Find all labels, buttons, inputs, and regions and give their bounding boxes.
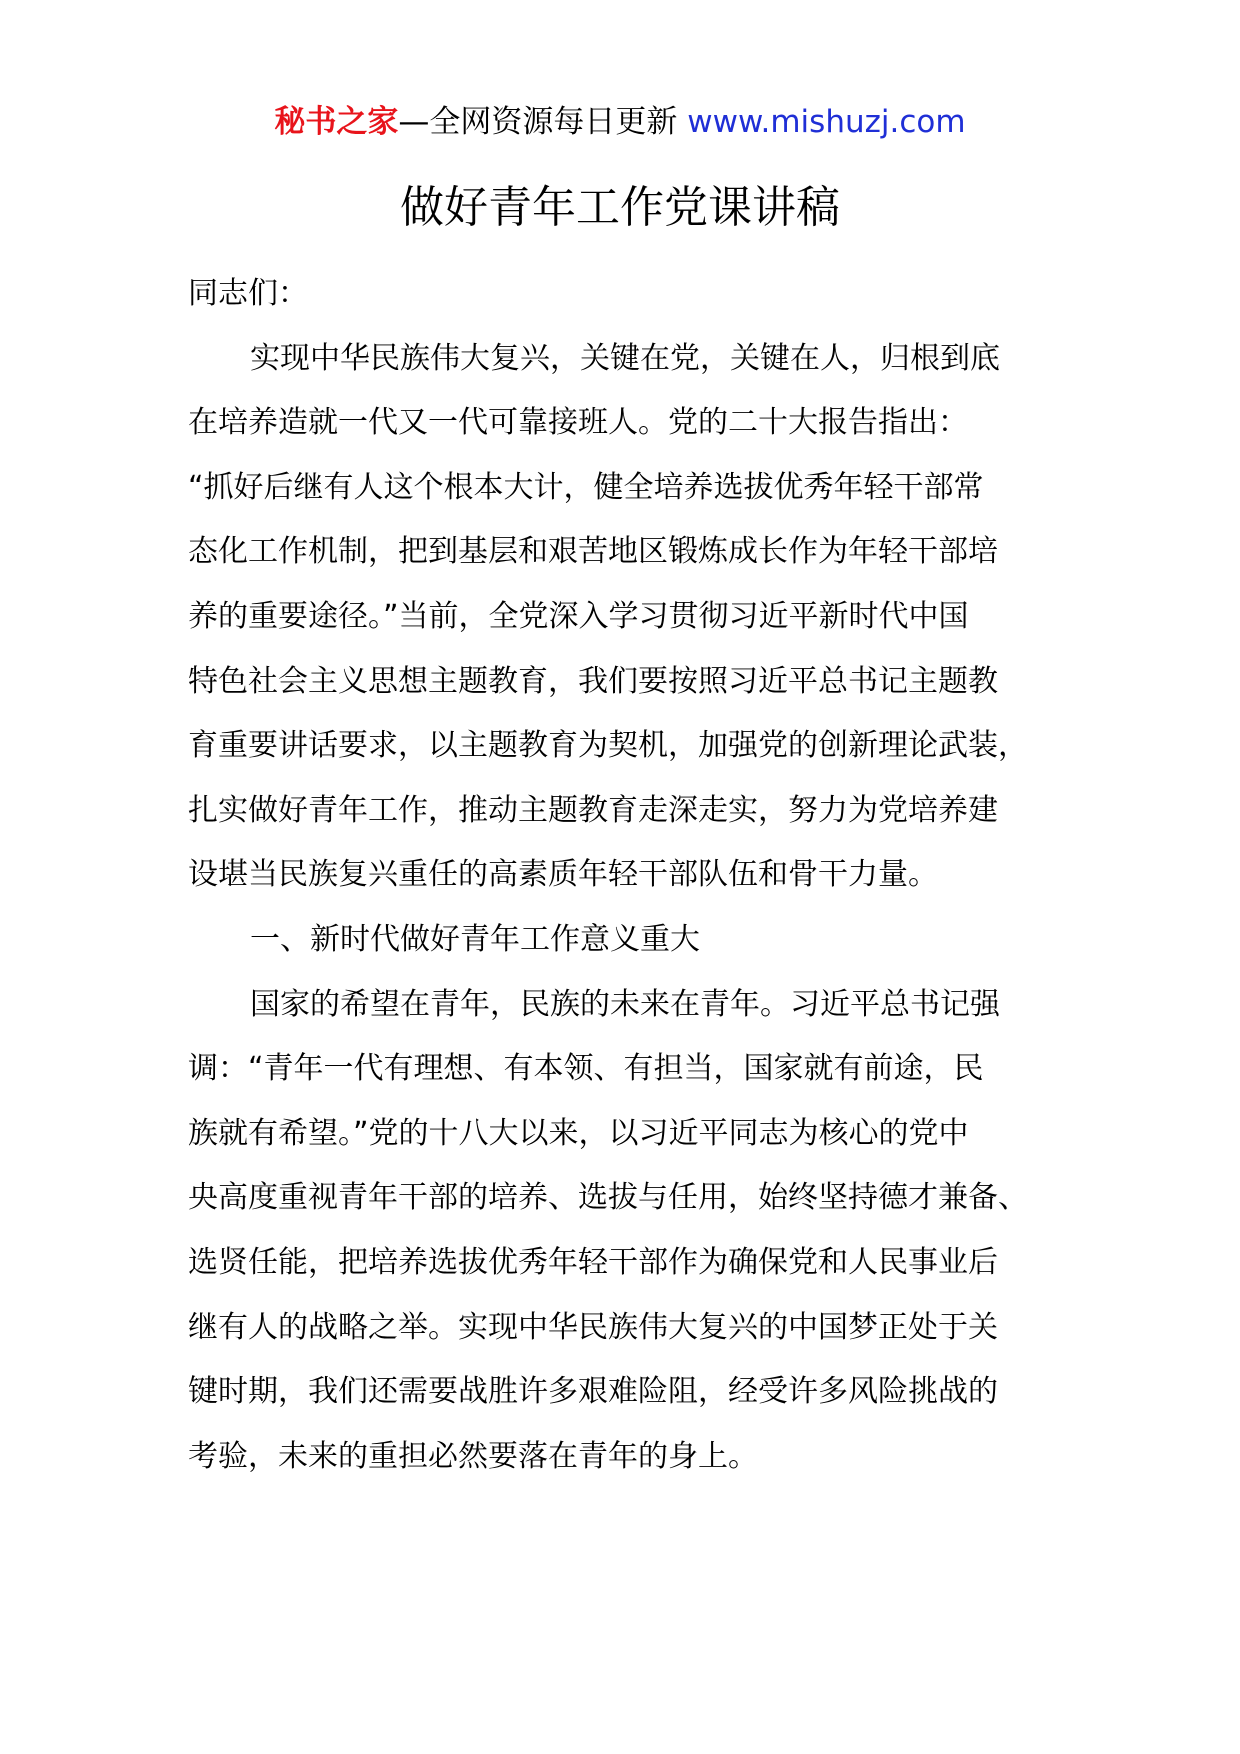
paragraph-line: 在培养造就一代又一代可靠接班人。党的二十大报告指出： (188, 405, 968, 441)
paragraph-line: 央高度重视青年干部的培养、选拔与任用，始终坚持德才兼备、 (188, 1180, 1028, 1216)
paragraph-line: 设堪当民族复兴重任的高素质年轻干部队伍和骨干力量。 (188, 857, 938, 893)
paragraph-line: 选贤任能，把培养选拔优秀年轻干部作为确保党和人民事业后 (188, 1244, 998, 1280)
paragraph-line: “抓好后继有人这个根本大计，健全培养选拔优秀年轻干部常 (188, 469, 984, 505)
paragraph-line: 键时期，我们还需要战胜许多艰难险阻，经受许多风险挑战的 (188, 1374, 998, 1410)
site-url-link[interactable]: www.mishuzj.com (687, 104, 966, 140)
paragraph-line: 态化工作机制，把到基层和艰苦地区锻炼成长作为年轻干部培 (188, 534, 998, 570)
header-tagline: —全网资源每日更新 (398, 104, 678, 140)
document-title: 做好青年工作党课讲稿 (400, 182, 840, 233)
paragraph-line: 继有人的战略之举。实现中华民族伟大复兴的中国梦正处于关 (188, 1309, 998, 1345)
paragraph-line: 养的重要途径。”当前，全党深入学习贯彻习近平新时代中国 (188, 598, 969, 634)
paragraph-line: 调：“青年一代有理想、有本领、有担当，国家就有前途，民 (188, 1051, 984, 1087)
document-body (188, 262, 1058, 1489)
salutation: 同志们： (188, 276, 308, 311)
section-heading: 一、新时代做好青年工作意义重大 (250, 921, 700, 957)
paragraph-line: 实现中华民族伟大复兴，关键在党，关键在人，归根到底 (250, 340, 1000, 376)
site-header (0, 100, 1240, 144)
paragraph-line: 族就有希望。”党的十八大以来，以习近平同志为核心的党中 (188, 1115, 969, 1151)
paragraph-line: 特色社会主义思想主题教育，我们要按照习近平总书记主题教 (188, 663, 998, 699)
paragraph-line: 国家的希望在青年，民族的未来在青年。习近平总书记强 (250, 986, 1000, 1022)
paragraph-line: 育重要讲话要求，以主题教育为契机，加强党的创新理论武装， (188, 728, 1028, 764)
paragraph-line: 扎实做好青年工作，推动主题教育走深走实，努力为党培养建 (188, 792, 998, 828)
paragraph-line: 考验，未来的重担必然要落在青年的身上。 (188, 1438, 758, 1474)
brand-name: 秘书之家 (274, 104, 399, 140)
